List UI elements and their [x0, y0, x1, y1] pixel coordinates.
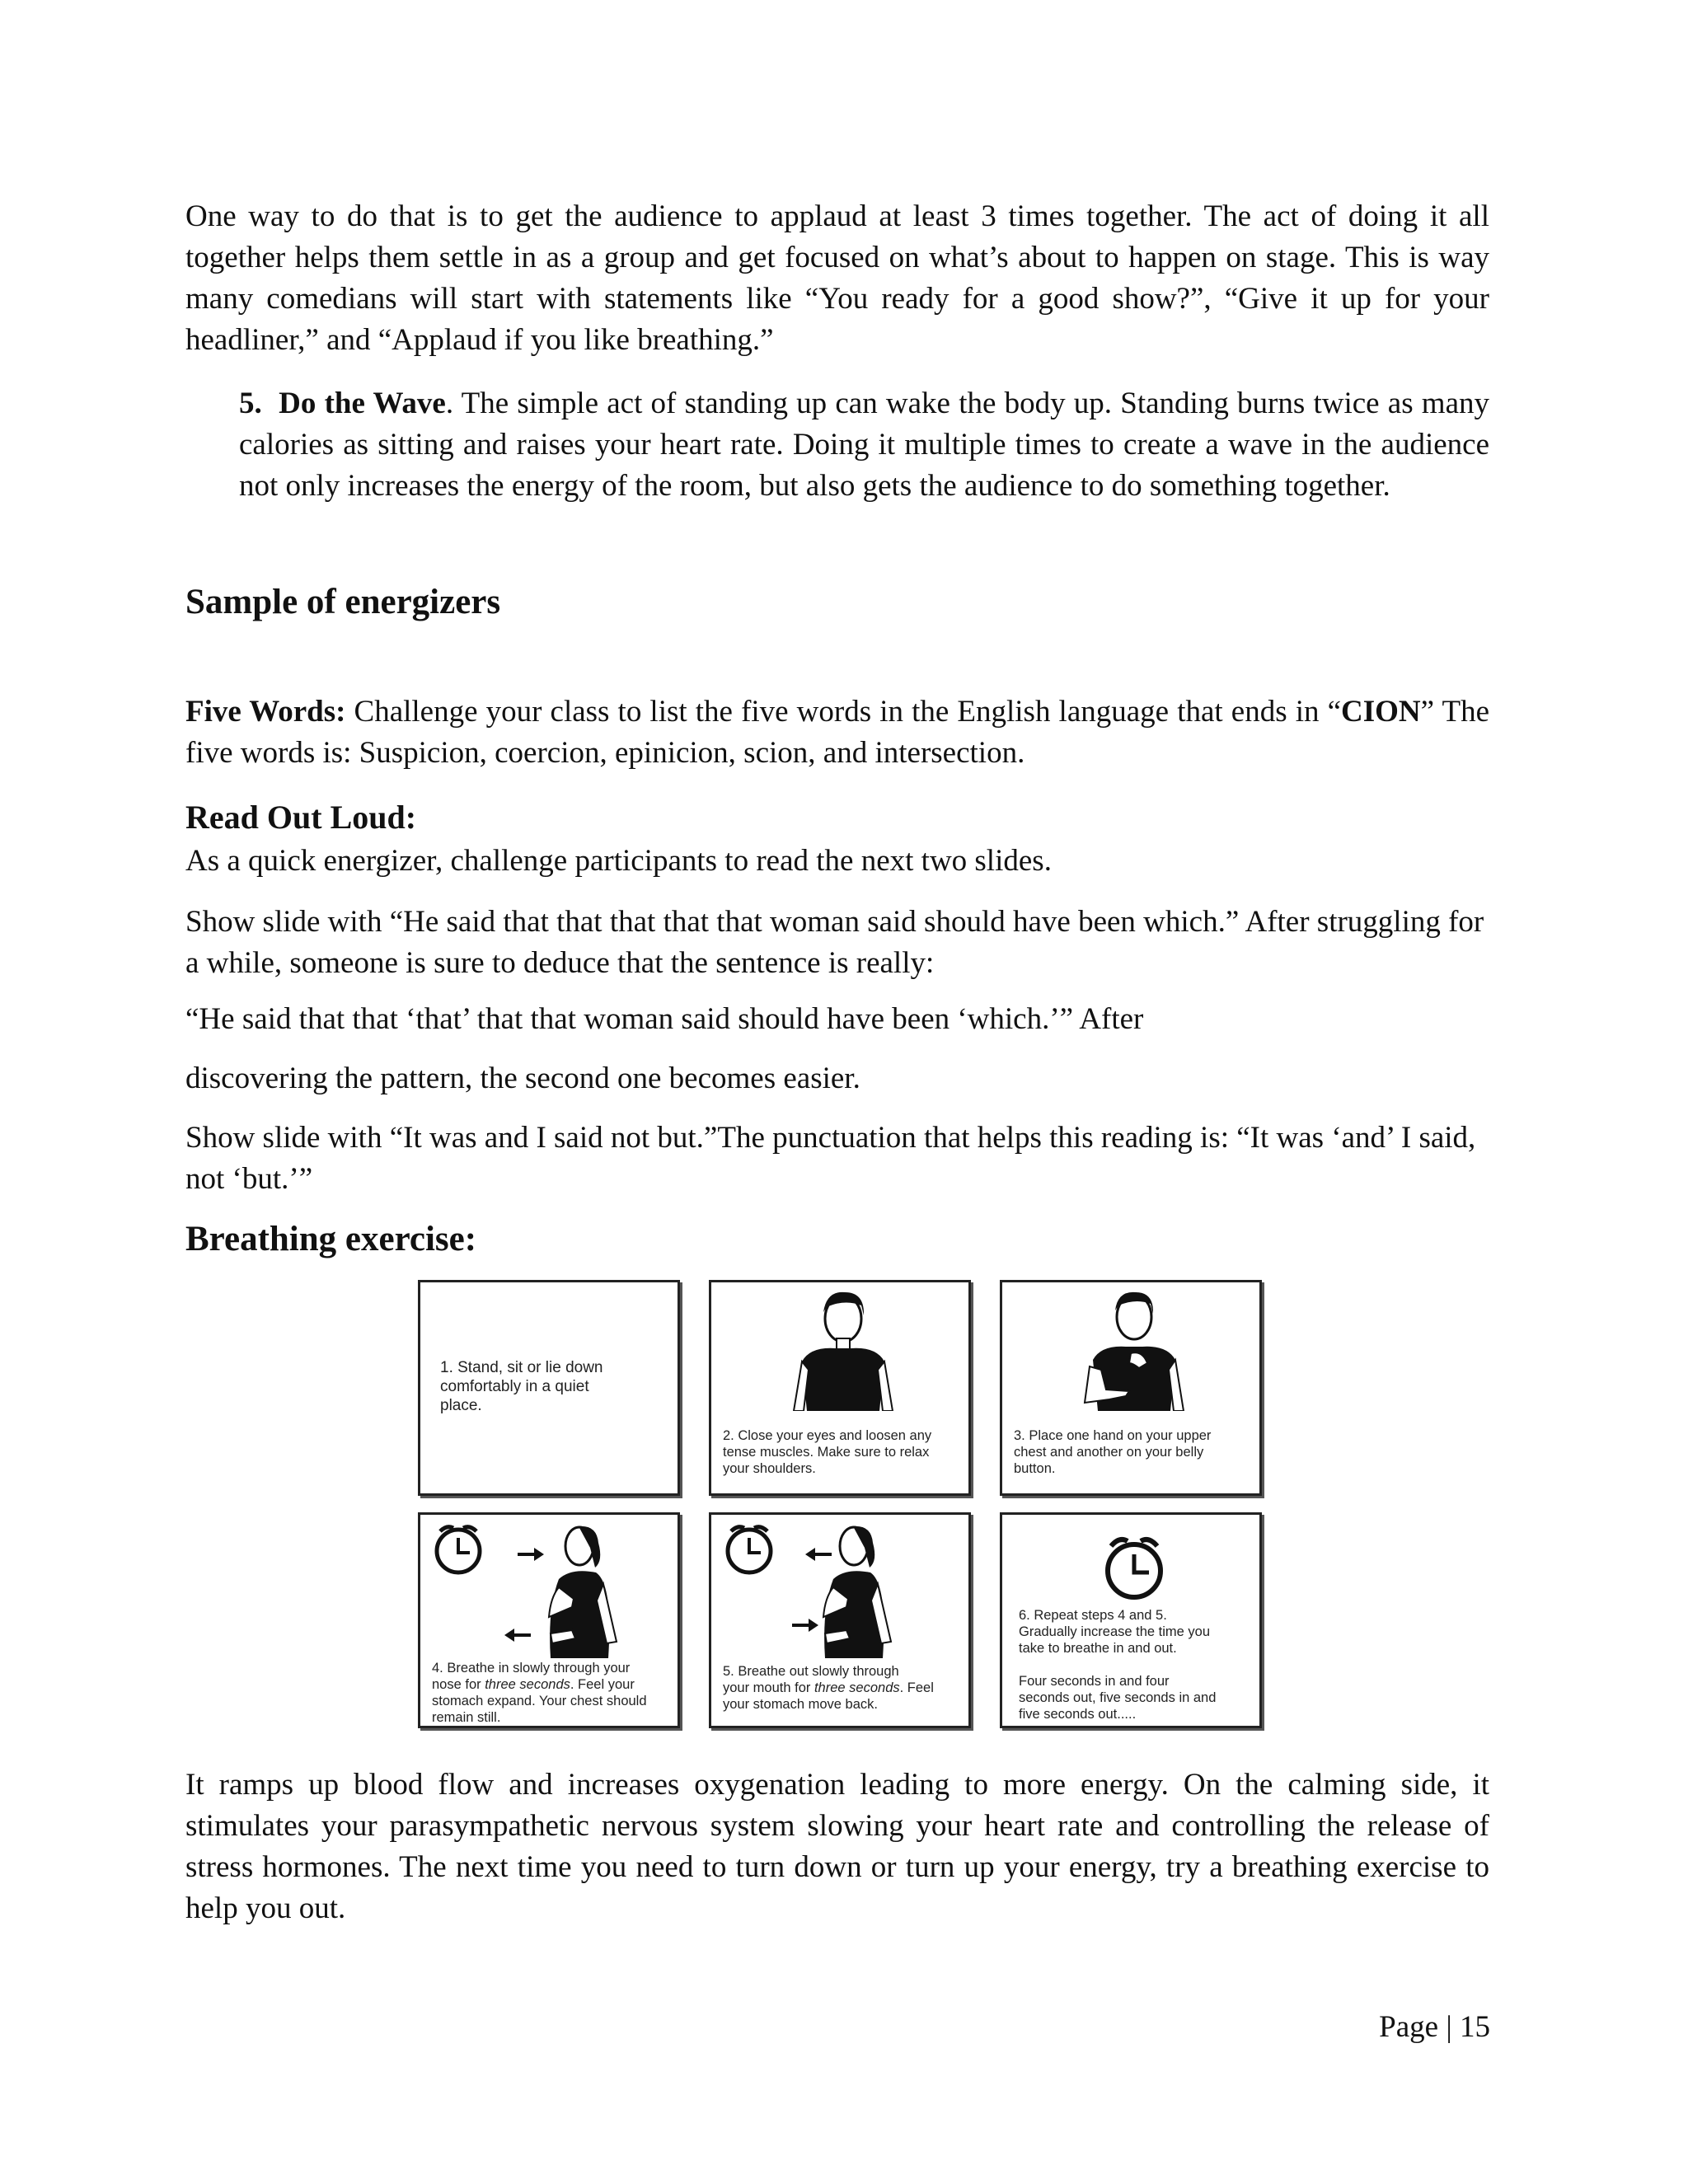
- read-out-loud-p3: “He said that that ‘that’ that that woman said should have been ‘which.’” After: [185, 1002, 1144, 1036]
- step-5-caption: [723, 1663, 934, 1713]
- intro-paragraph: One way to do that is to get the audience to applaud at least 3 times together. The act of doing it all together helps them settle in as a group and get focused on what’s about to happen on stage. This is way many comedians will start with statements like “You ready for a good show?”, “Give it up for your headliner,” and “Applaud if you like breathing.”: [185, 199, 1489, 357]
- list-item-text: . The simple act of standing up can wake the body up. Standing burns twice as many calories as sitting and raises your heart rate. Doing it multiple times to create a wave in the audience not only increases the energy of the room, but also gets the audience to do something together.: [239, 387, 1490, 503]
- step-4-line-2b: . Feel your: [570, 1677, 635, 1692]
- breathing-step-2-panel: [709, 1280, 971, 1496]
- woman-relaxed-figure: [769, 1287, 917, 1411]
- step-6-caption: [1019, 1607, 1216, 1722]
- five-words-bold: CION: [1341, 695, 1421, 729]
- five-words-text-b: ” The five words is: Suspicion, coercion, epinicion, scion, and intersection.: [185, 695, 1489, 770]
- step-3-caption: [1014, 1427, 1211, 1477]
- step-6-line-2: Gradually increase the time you: [1019, 1624, 1211, 1639]
- step-5-line-2a: your mouth for: [723, 1680, 814, 1695]
- step-5-line-2b: . Feel: [899, 1680, 934, 1695]
- arrow-left-icon: [805, 1548, 832, 1561]
- list-item-number: 5.: [239, 387, 262, 420]
- page-number: Page | 15: [1379, 2010, 1490, 2044]
- step-4-caption: [432, 1660, 647, 1726]
- arrow-right-icon: [518, 1548, 544, 1561]
- step-2-line-1: 2. Close your eyes and loosen any: [723, 1428, 932, 1443]
- step-1-line-2: comfortably in a quiet: [440, 1378, 589, 1395]
- step-5-line-3: your stomach move back.: [723, 1697, 878, 1712]
- step-1-caption: [440, 1358, 603, 1415]
- step-6-line-7: five seconds out.....: [1019, 1707, 1137, 1722]
- step-2-caption: [723, 1427, 931, 1477]
- energizers-heading: Sample of energizers: [185, 583, 501, 621]
- five-words-text-a: Challenge your class to list the five words in the English language that ends in “: [345, 695, 1341, 729]
- list-item-do-the-wave: [239, 383, 1489, 507]
- step-4-line-2-italic: three seconds: [485, 1677, 570, 1692]
- step-6-line-6: seconds out, five seconds in and: [1019, 1690, 1217, 1705]
- read-out-loud-heading: Read Out Loud:: [185, 799, 417, 836]
- step-6-line-1: 6. Repeat steps 4 and 5.: [1019, 1608, 1167, 1623]
- read-out-loud-p1: As a quick energizer, challenge participants to read the next two slides.: [185, 844, 1052, 878]
- arrow-right-icon: [792, 1619, 818, 1632]
- read-out-loud-p4: discovering the pattern, the second one becomes easier.: [185, 1062, 860, 1095]
- breathing-step-6-panel: [1000, 1512, 1262, 1728]
- step-2-line-2: tense muscles. Make sure to relax: [723, 1445, 930, 1460]
- step-4-line-2a: nose for: [432, 1677, 485, 1692]
- alarm-clock-icon: [437, 1527, 480, 1572]
- step-6-line-5: Four seconds in and four: [1019, 1674, 1170, 1689]
- step-4-line-1: 4. Breathe in slowly through your: [432, 1661, 631, 1675]
- step-1-line-1: 1. Stand, sit or lie down: [440, 1359, 603, 1376]
- closing-paragraph: It ramps up blood flow and increases oxygenation leading to more energy. On the calming side, it stimulates your parasympathetic nervous system slowing your heart rate and controlling the release of stress hormones. The next time you need to turn down or turn up your energy, try a breathing exercise to help you out.: [185, 1768, 1489, 1925]
- step-1-line-3: place.: [440, 1397, 482, 1414]
- list-item-title: Do the Wave: [279, 387, 446, 420]
- alarm-clock-icon: [728, 1527, 771, 1572]
- five-words-label: Five Words:: [185, 695, 346, 729]
- breathe-in-figure: [427, 1518, 674, 1658]
- step-4-line-4: remain still.: [432, 1710, 501, 1725]
- step-4-line-3: stomach expand. Your chest should: [432, 1694, 647, 1708]
- alarm-clock-icon: [1093, 1528, 1175, 1602]
- read-out-loud-p5: Show slide with “It was and I said not but.”The punctuation that helps this reading is: “It was ‘and’ I said, not ‘but.’”: [185, 1121, 1476, 1196]
- five-words-paragraph: [185, 691, 1489, 774]
- step-2-line-3: your shoulders.: [723, 1461, 816, 1476]
- woman-hands-on-chest-figure: [1060, 1287, 1208, 1411]
- breathing-step-1-panel: [418, 1280, 680, 1496]
- breathing-heading: Breathing exercise:: [185, 1220, 477, 1258]
- breathe-out-figure: [718, 1518, 965, 1658]
- step-3-line-1: 3. Place one hand on your upper: [1014, 1428, 1212, 1443]
- step-6-line-3: take to breathe in and out.: [1019, 1641, 1177, 1656]
- breathing-step-3-panel: [1000, 1280, 1262, 1496]
- read-out-loud-p2: Show slide with “He said that that that that that woman said should have been which.” After struggling for a while, someone is sure to deduce that the sentence is really:: [185, 905, 1484, 980]
- arrow-left-icon: [504, 1629, 531, 1642]
- breathing-step-4-panel: [418, 1512, 680, 1728]
- step-3-line-2: chest and another on your belly: [1014, 1445, 1204, 1460]
- step-3-line-3: button.: [1014, 1461, 1056, 1476]
- breathing-step-5-panel: [709, 1512, 971, 1728]
- step-5-line-2-italic: three seconds: [814, 1680, 900, 1695]
- step-5-line-1: 5. Breathe out slowly through: [723, 1664, 899, 1679]
